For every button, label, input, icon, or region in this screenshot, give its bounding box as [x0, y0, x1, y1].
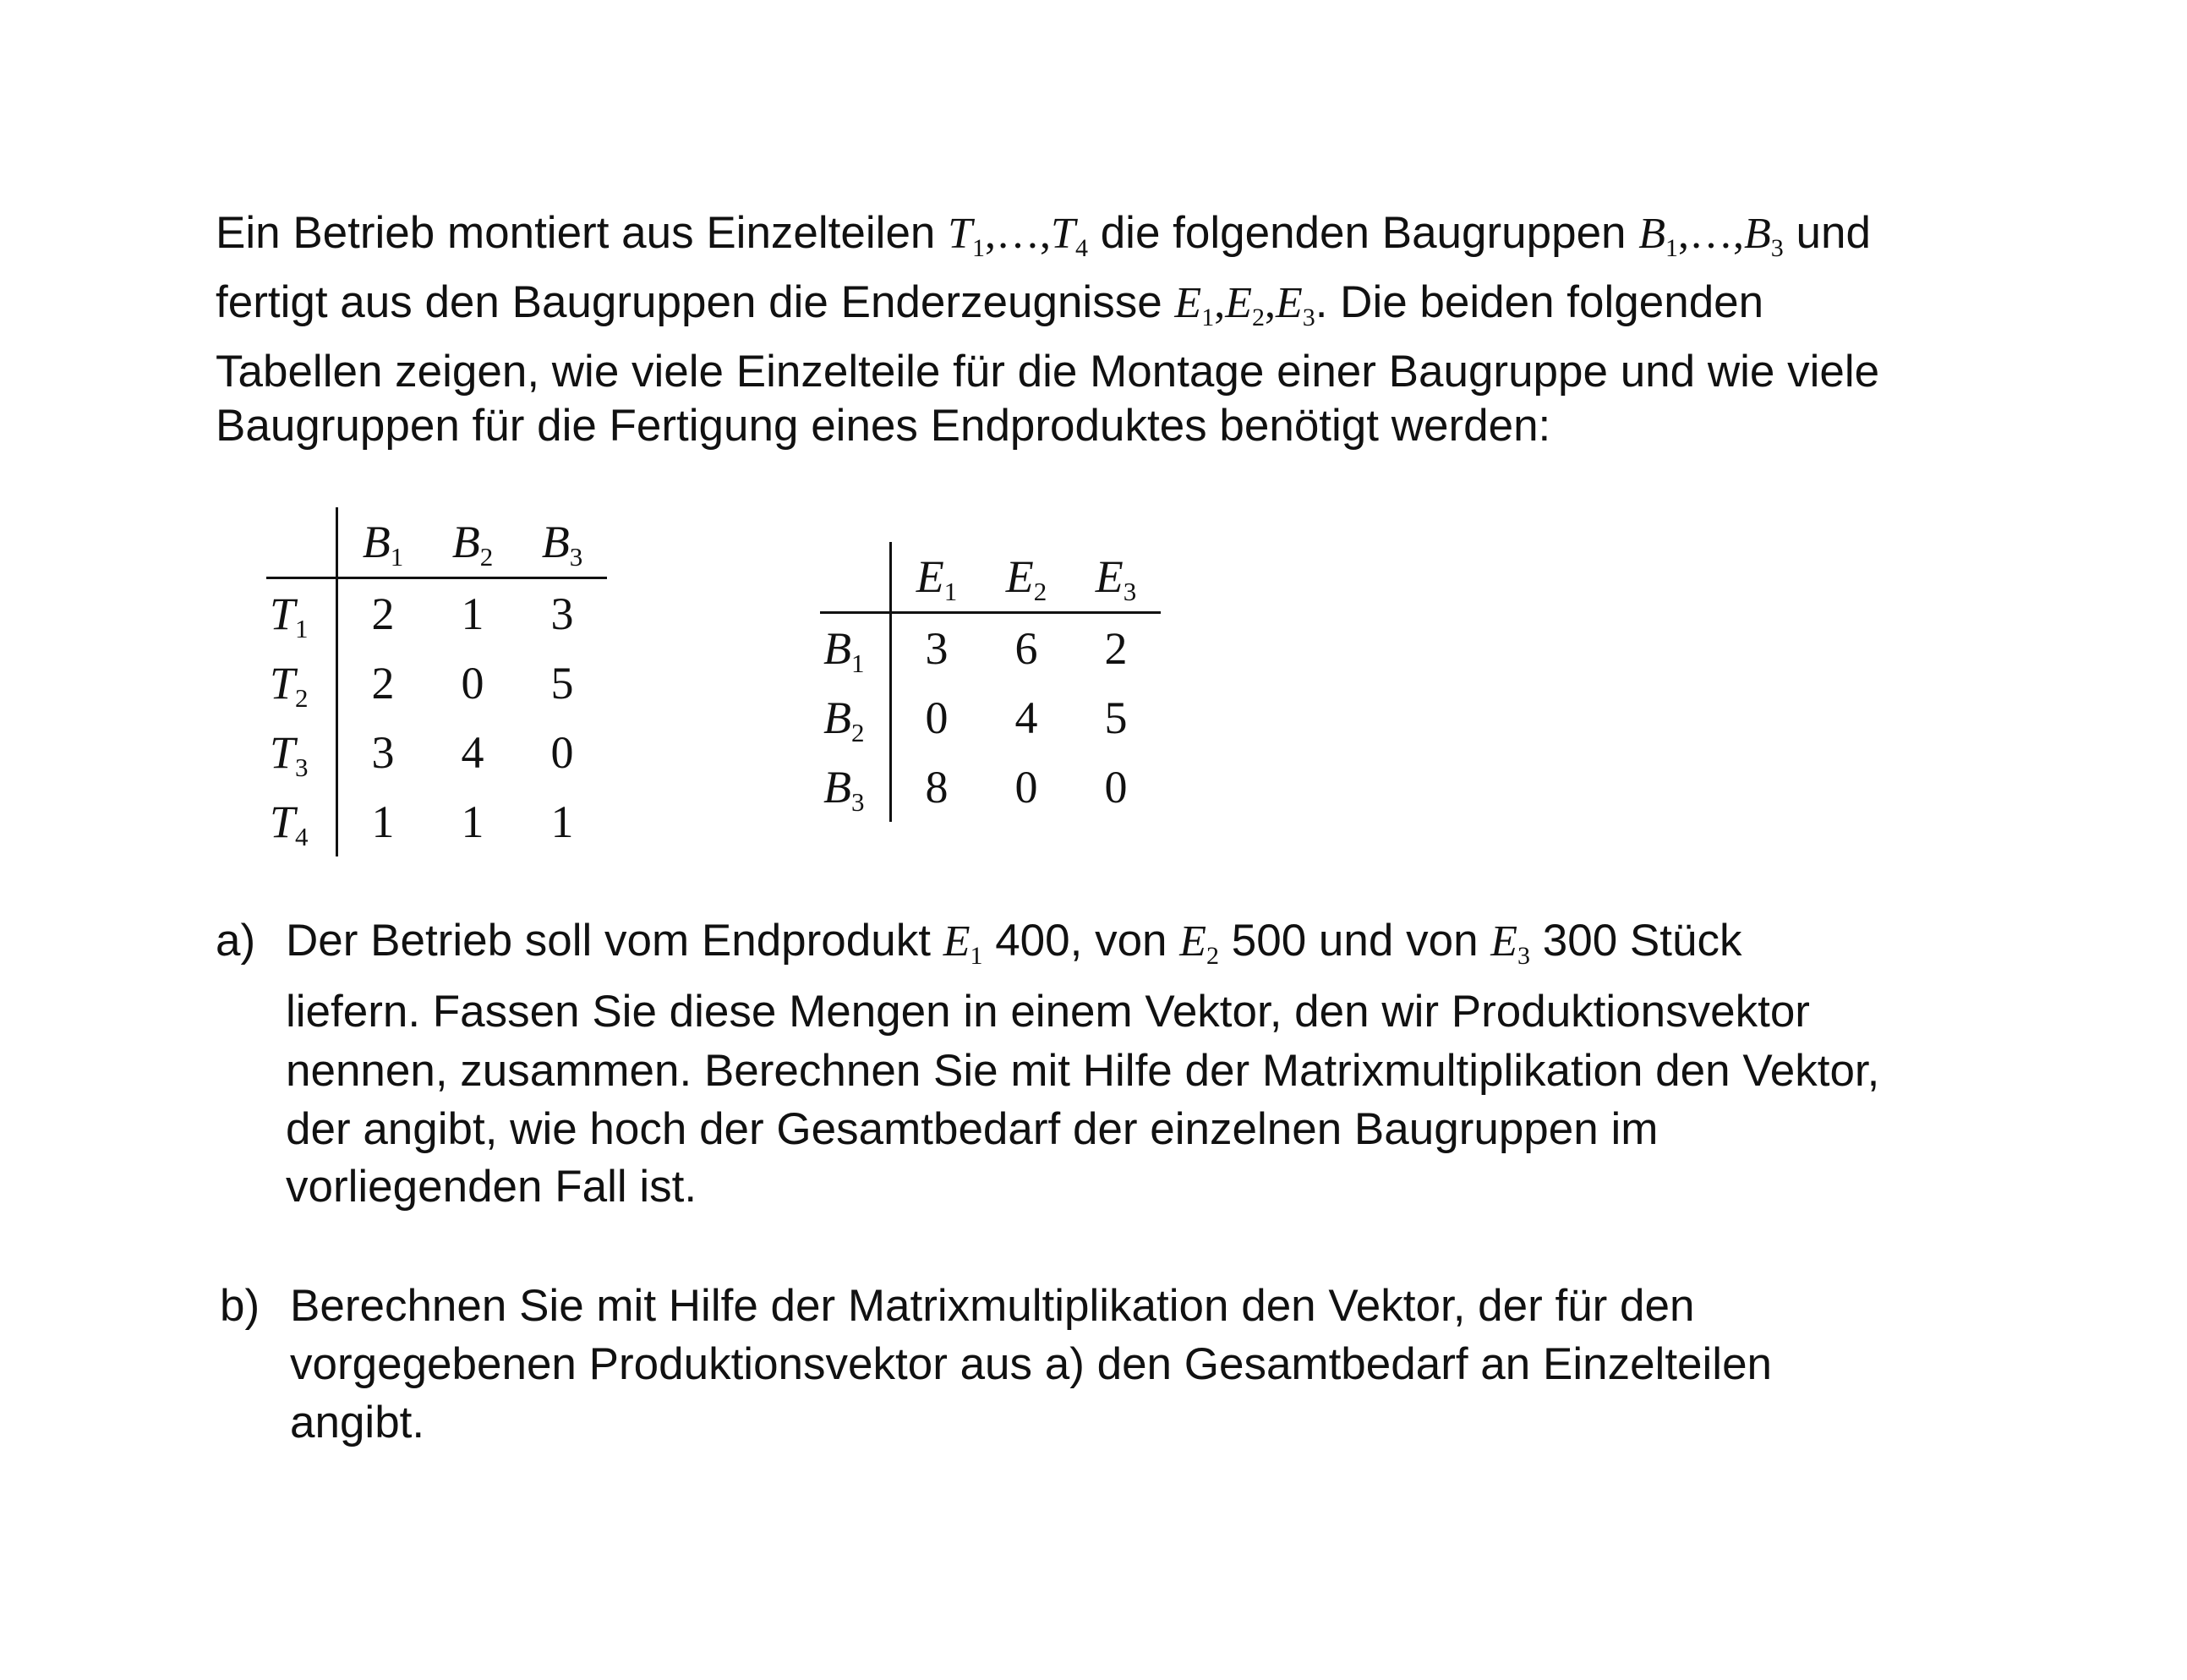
intro-line-3: Tabellen zeigen, wie viele Einzelteile für die Montage einer Baugruppe und wie viele: [216, 347, 1880, 397]
col-header-B2: $B_2$: [428, 507, 517, 578]
intro-line-2: [216, 277, 1763, 329]
task-a-line-2: liefern. Fassen Sie diese Mengen in einem Vektor, den wir Produktionsvektor: [286, 987, 1810, 1037]
table-row: [820, 683, 1161, 752]
table-cell: 4: [461, 727, 484, 778]
math-E2: $E_2$: [1179, 917, 1220, 970]
task-a-line-3: nennen, zusammen. Berechnen Sie mit Hilfe der Matrixmultiplikation den Vektor,: [286, 1046, 1880, 1096]
math-E3: $E_3$: [1490, 917, 1531, 970]
table-cell: 2: [1104, 623, 1128, 674]
table-cell: 8: [925, 762, 949, 813]
table-cell: 5: [1104, 692, 1128, 743]
intro-text: Ein Betrieb montiert aus Einzelteilen: [216, 208, 936, 258]
table-cell: 1: [550, 796, 574, 847]
task-b-line-1: Berechnen Sie mit Hilfe der Matrixmultiplikation den Vektor, der für den: [290, 1281, 1695, 1331]
table-row: [266, 578, 607, 649]
table-cell: 0: [1014, 762, 1038, 813]
task-a-line-5: vorliegenden Fall ist.: [286, 1162, 697, 1212]
math-E1: $E_1$: [943, 917, 983, 970]
task-text: 300 Stück: [1542, 916, 1742, 966]
math-B1-to-B3: $B_1,\dots,B_3$: [1638, 210, 1784, 262]
task-b-line-2: vorgegebenen Produktionsvektor aus a) den Gesamtbedarf an Einzelteilen: [290, 1339, 1773, 1389]
table-row: [266, 718, 607, 787]
table-cell: 5: [550, 658, 574, 709]
task-text: Der Betrieb soll vom Endprodukt: [286, 916, 931, 966]
task-text: 400, von: [995, 916, 1167, 966]
table-cell: 0: [550, 727, 574, 778]
intro-line-4: Baugruppen für die Fertigung eines Endproduktes benötigt werden:: [216, 401, 1551, 451]
table-cell: 3: [550, 588, 574, 639]
col-header-E1: $E_1$: [891, 542, 982, 613]
task-a-label: a): [216, 916, 256, 966]
table-teile-baugruppen: [266, 507, 607, 856]
table-corner: [820, 542, 891, 613]
table-cell: 0: [925, 692, 949, 743]
table-cell: 0: [1104, 762, 1128, 813]
table-cell: 1: [371, 796, 395, 847]
task-a-line-1: [286, 916, 1742, 970]
table-cell: 1: [461, 588, 484, 639]
table-header-row: [266, 507, 607, 578]
col-header-B3: $B_3$: [517, 507, 607, 578]
table-corner: [266, 507, 337, 578]
table-baugruppen-endprodukte: [820, 542, 1161, 822]
math-E1-E2-E3: $E_1,E_2,E_3$: [1174, 279, 1315, 331]
col-header-E2: $E_2$: [981, 542, 1071, 613]
intro-text: und: [1796, 208, 1871, 258]
table-header-row: [820, 542, 1161, 613]
col-header-E3: $E_3$: [1071, 542, 1161, 613]
row-header-T2: $T_2$: [266, 648, 337, 718]
intro-line-1: [216, 208, 1871, 260]
row-header-B2: $B_2$: [820, 683, 891, 752]
task-b-label: b): [220, 1281, 260, 1331]
row-header-B3: $B_3$: [820, 752, 891, 822]
table-cell: 0: [461, 658, 484, 709]
table-row: [266, 787, 607, 856]
row-header-B1: $B_1$: [820, 613, 891, 684]
table-cell: 3: [371, 727, 395, 778]
task-a-line-4: der angibt, wie hoch der Gesamtbedarf der einzelnen Baugruppen im: [286, 1104, 1659, 1154]
intro-text: die folgenden Baugruppen: [1100, 208, 1627, 258]
table-row: [266, 648, 607, 718]
intro-text: fertigt aus den Baugruppen die Enderzeugnisse: [216, 277, 1162, 327]
row-header-T3: $T_3$: [266, 718, 337, 787]
table-cell: 2: [371, 588, 395, 639]
table-cell: 6: [1014, 623, 1038, 674]
task-text: 500 und von: [1231, 916, 1479, 966]
row-header-T4: $T_4$: [266, 787, 337, 856]
task-b-line-3: angibt.: [290, 1398, 425, 1447]
math-T1-to-T4: $T_1,\dots,T_4$: [948, 210, 1088, 262]
table-cell: 4: [1014, 692, 1038, 743]
table-cell: 3: [925, 623, 949, 674]
table-row: [820, 613, 1161, 684]
intro-text: . Die beiden folgenden: [1315, 277, 1764, 327]
table-row: [820, 752, 1161, 822]
row-header-T1: $T_1$: [266, 578, 337, 649]
table-cell: 1: [461, 796, 484, 847]
table-cell: 2: [371, 658, 395, 709]
col-header-B1: $B_1$: [337, 507, 429, 578]
